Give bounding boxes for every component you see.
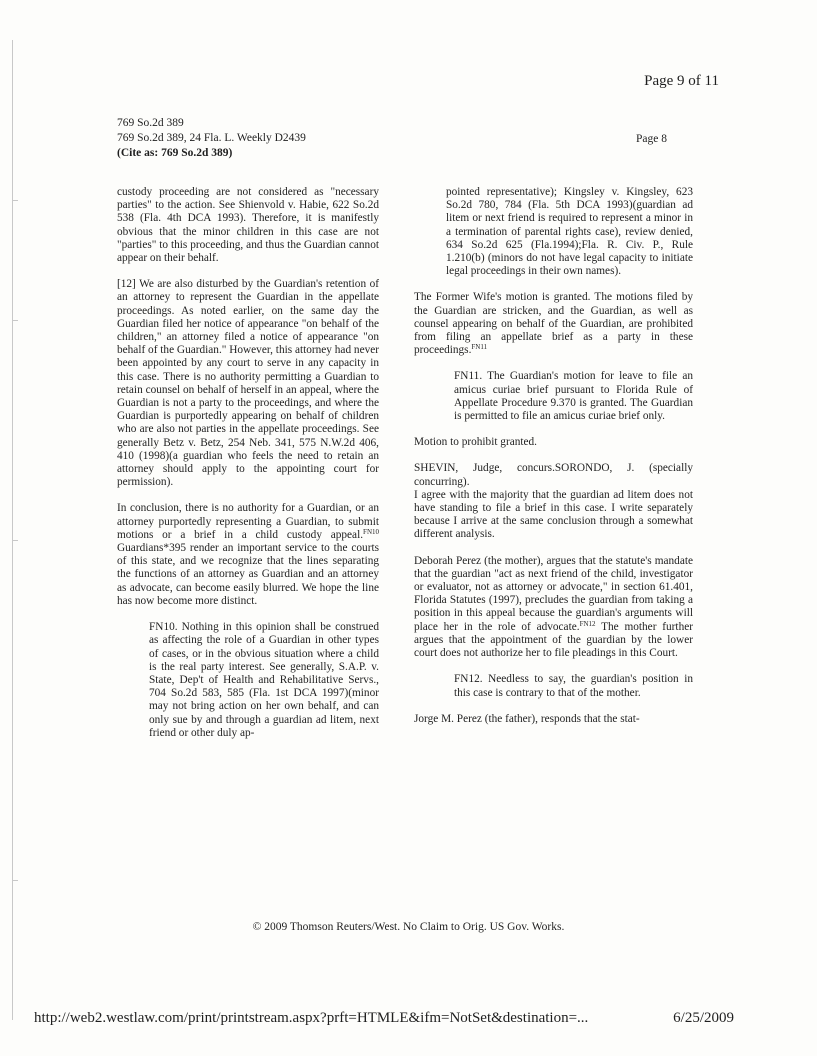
right-column (414, 186, 693, 739)
source-url[interactable]: http://web2.westlaw.com/print/printstream.aspx?prft=HTMLE&ifm=NotSet&destination=... (34, 1010, 589, 1026)
copyright-notice: © 2009 Thomson Reuters/West. No Claim to Orig. US Gov. Works. (252, 921, 565, 933)
paragraph (117, 502, 379, 608)
citation-line: 769 So.2d 389 (117, 117, 184, 129)
paragraph-text: The Former Wife's motion is granted. The motions filed by the Guardian are stricken, and the Guardian, as well as counsel appearing on behalf of the Guardian, are prohibited from filing an appellate brief as a party in these proceedings. (414, 291, 693, 357)
citation-line: 769 So.2d 389, 24 Fla. L. Weekly D2439 (117, 132, 306, 144)
footnote: FN12. Needless to say, the guardian's position in this case is contrary to that of the mother. (454, 673, 693, 699)
scan-edge-tick (12, 540, 18, 541)
paragraph-text: Deborah Perez (the mother), argues that the statute's mandate that the guardian "act as next friend of the child, investigator or evaluator, not as attorney or advocate," in section 61.401, Florida Statutes (1997), precludes the guardian from taking a position in this appeal because the guardian's arguments will place her in the role of advocate. (414, 554, 693, 633)
paragraph-text: Guardians*395 render an important service to the courts of this state, and we recognize that the lines separating the functions of an attorney as Guardian and an attorney as advocate, can become easily blurred. We hope the line has now become more distinct. (117, 542, 379, 607)
paragraph: custody proceeding are not considered as "necessary parties" to the action. See Shienvold v. Habie, 622 So.2d 538 (Fla. 4th DCA 1993). Therefore, it is manifestly obvious that the minor children in this case are not "parties" to this proceeding, and thus the Guardian cannot appear on their behalf. (117, 186, 379, 265)
scan-edge-tick (12, 200, 18, 201)
paragraph: Motion to prohibit granted. (414, 436, 537, 449)
left-column (117, 186, 379, 753)
paragraph (414, 555, 693, 661)
print-footer (34, 1010, 734, 1027)
paragraph: SHEVIN, Judge, concurs.SORONDO, J. (specially concurring). (414, 462, 693, 488)
footnote: FN10. Nothing in this opinion shall be construed as affecting the role of a Guardian in other types of cases, or in the obvious situation where a child is the real party interest. See generally, S.A.P. v. State, Dep't of Health and Rehabilitative Servs., 704 So.2d 583, 585 (Fla. 1st DCA 1997)(minor may not bring action on her own behalf, and can only sue by and through a guardian ad litem, next friend or other duly ap- (149, 621, 379, 739)
footnote-ref[interactable]: FN12 (579, 619, 596, 628)
paragraph: Jorge M. Perez (the father), responds that the stat- (414, 712, 640, 725)
footnote-ref[interactable]: FN11 (471, 343, 488, 352)
paragraph: I agree with the majority that the guardian ad litem does not have standing to file a brief in this case. I write separately because I arrive at the same conclusion through a somewhat different analysis. (414, 488, 693, 541)
print-date: 6/25/2009 (673, 1010, 734, 1026)
cite-as: (Cite as: 769 So.2d 389) (117, 147, 233, 159)
scan-edge-tick (12, 320, 18, 321)
scan-edge (12, 40, 13, 1020)
footnote-continued: pointed representative); Kingsley v. Kingsley, 623 So.2d 780, 784 (Fla. 5th DCA 1993)(guardian ad litem or next friend is required to represent a minor in a termination of parental rights case), review denied, 634 So.2d 625 (Fla.1994);Fla. R. Civ. P., Rule 1.210(b) (minors do not have legal capacity to initiate legal proceedings in their own names). (446, 186, 693, 278)
paragraph (414, 291, 693, 357)
paragraph: [12] We are also disturbed by the Guardian's retention of an attorney to represent the Guardian in the appellate proceedings. As noted earlier, on the same day the Guardian filed her notice of appearance "on behalf of the children," an attorney filed a notice of appearance "on behalf of the Guardian." However, this attorney had never been appointed by any court to serve in any capacity in this case. There is no authority permitting a Guardian to retain counsel on behalf of herself in an appeal, where the Guardian is not a party to the proceedings, and where the Guardian is purportedly appearing on behalf of children who are also not parties in the appellate proceedings. See generally Betz v. Betz, 254 Neb. 341, 575 N.W.2d 406, 410 (1998)(a guardian who feels the need to retain an attorney should apply to the appointing court for permission). (117, 278, 380, 489)
paragraph-text: The mother further argues that the appointment of the guardian by the lower court does not authorize her to file pleadings in this Court. (414, 620, 693, 660)
page-number: Page 9 of 11 (644, 73, 719, 89)
footnote: FN11. The Guardian's motion for leave to file an amicus curiae brief pursuant to Florida Rule of Appellate Procedure 9.370 is granted. The Guardian is permitted to file an amicus curiae brief only. (454, 370, 693, 423)
paragraph-text: In conclusion, there is no authority for a Guardian, or an attorney purportedly representing a Guardian, to submit motions or a brief in a child custody appeal. (117, 502, 379, 541)
footnote-ref[interactable]: FN10 (363, 527, 379, 536)
inner-page-number: Page 8 (636, 133, 667, 145)
citation-block (117, 116, 306, 161)
scan-edge-tick (12, 880, 18, 881)
